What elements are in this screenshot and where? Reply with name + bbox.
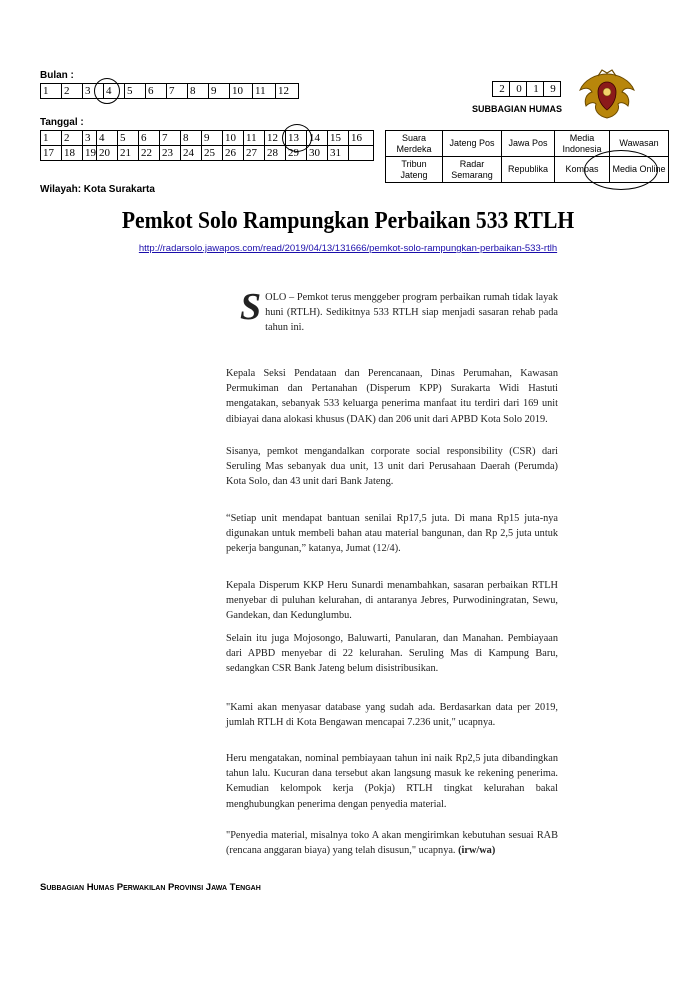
paragraph-8 [226,828,558,858]
date-cell: 12 [265,131,286,146]
month-cell: 1 [41,84,62,99]
paragraph-8-text: "Penyedia material, misalnya toko A akan mengirimkan kebutuhan sesuai RAB (rencana anggaran biaya) yang telah disusun," ucapnya. [226,830,558,857]
date-cell: 10 [223,131,244,146]
garuda-emblem-icon [576,68,638,120]
date-cell: 22 [139,146,160,161]
tanggal-label: Tanggal : [40,117,84,128]
date-selection-circle [282,124,312,152]
footer-label: Subbagian Humas Perwakilan Provinsi Jawa Tengah [40,882,261,893]
date-cell: 25 [202,146,223,161]
wilayah-label: Wilayah: Kota Surakarta [40,184,155,195]
date-cell: 11 [244,131,265,146]
media-cell: Media Indonesia [555,131,610,157]
lead-paragraph [226,286,558,336]
media-cell: Jateng Pos [443,131,502,157]
date-cell: 9 [202,131,223,146]
month-cell: 6 [146,84,167,99]
paragraph-3: “Setiap unit mendapat bantuan senilai Rp17,5 juta. Di mana Rp15 juta-nya digunakan untuk membeli bahan atau material bangunan, dan Rp 2,5 juta untuk pekerja bangunan,” katanya, Jumat (12/4). [226,513,558,555]
article-body [226,286,558,336]
month-cell: 8 [188,84,209,99]
year-digit: 2 [493,82,510,97]
year-digit: 1 [527,82,544,97]
date-cell: 17 [41,146,62,161]
paragraph-7: Heru mengatakan, nominal pembiayaan tahun ini naik Rp2,5 juta dibandingkan tahun lalu. Kucuran dana tersebut akan langsung masuk ke rekening penerima. Kemudian kelompok kerja (Pokja) RTLH tingkat kelurahan bakal menghubungkan penerima dengan penyedia material. [226,753,558,810]
month-cell: 11 [253,84,276,99]
dropcap: S [240,286,262,328]
date-cell: 24 [181,146,202,161]
media-cell: Wawasan [610,131,669,157]
date-cell-selected: 13 [286,131,307,146]
month-grid [40,83,299,99]
month-cell: 5 [125,84,146,99]
media-cell: Republika [502,157,555,183]
date-cell: 14 [307,131,328,146]
date-cell: 8 [181,131,202,146]
media-selection-circle [584,150,658,190]
date-cell: 28 [265,146,286,161]
month-cell: 3 [83,84,104,99]
date-cell: 4 [97,131,118,146]
paragraph-5: Selain itu juga Mojosongo, Baluwarti, Panularan, dan Manahan. Pembiayaan dari APBD menyebar di 22 kelurahan. Seruling Mas di Kampung Baru, sedangkan CSR Bank Jateng belum disistribusikan. [226,633,558,675]
date-cell [349,146,374,161]
date-cell: 21 [118,146,139,161]
year-digit: 9 [544,82,561,97]
byline: (irw/wa) [458,845,496,857]
date-cell: 16 [349,131,374,146]
date-cell: 26 [223,146,244,161]
date-cell: 18 [62,146,83,161]
date-cell: 3 [83,131,97,146]
lead-text: OLO – Pemkot terus menggeber program perbaikan rumah tidak layak huni (RTLH). Sedikitnya 533 RTLH siap menjadi sasaran rehab pada tahun ini. [265,292,558,334]
month-cell: 7 [167,84,188,99]
month-cell: 10 [230,84,253,99]
month-cell: 9 [209,84,230,99]
media-cell: Jawa Pos [502,131,555,157]
date-cell: 1 [41,131,62,146]
date-cell: 31 [328,146,349,161]
year-box [492,81,561,97]
paragraph-1: Kepala Seksi Pendataan dan Perencanaan, Dinas Perumahan, Kawasan Permukiman dan Pertanahan (Disperum KPP) Surakarta Widi Hastuti mengatakan, sebanyak 533 keluarga penerima manfaat itu terdiri dari 169 unit dibiayai dana alokasi khusus (DAK) dan 206 unit dari APBD Kota Solo 2019. [226,368,558,425]
date-cell: 7 [160,131,181,146]
date-cell: 20 [97,146,118,161]
article-title: Pemkot Solo Rampungkan Perbaikan 533 RTLH [121,208,575,234]
month-cell: 12 [276,84,299,99]
date-cell: 30 [307,146,328,161]
bulan-label: Bulan : [40,70,74,81]
article-url-link[interactable]: http://radarsolo.jawapos.com/read/2019/04/13/131666/pemkot-solo-rampungkan-perbaikan-533-rtlh [138,243,558,254]
date-cell: 19 [83,146,97,161]
subbagian-label: SUBBAGIAN HUMAS [472,104,562,114]
paragraph-2: Sisanya, pemkot mengandalkan corporate social responsibility (CSR) dari Seruling Mas sebanyak dua unit, 13 unit dari Perusahaan Daerah (Perumda) Kota Solo, dan 43 unit dari Bank Jateng. [226,446,558,488]
paragraph-6: "Kami akan menyasar database yang sudah ada. Berdasarkan data per 2019, jumlah RTLH di Kota Bengawan mencapai 7.236 unit," ucapnya. [226,702,558,729]
date-cell: 2 [62,131,83,146]
date-cell: 5 [118,131,139,146]
date-cell: 15 [328,131,349,146]
date-cell: 27 [244,146,265,161]
date-cell: 29 [286,146,307,161]
media-cell: Tribun Jateng [386,157,443,183]
paragraph-4: Kepala Disperum KKP Heru Sunardi menambahkan, sasaran perbaikan RTLH menyebar di puluhan kelurahan, di antaranya Jebres, Purwodiningratan, Sewu, Gandekan, dan Kedunglumbu. [226,580,558,622]
date-cell: 23 [160,146,181,161]
month-cell-selected: 4 [104,84,125,99]
media-cell: Kompas [555,157,610,183]
date-cell: 6 [139,131,160,146]
date-grid [40,130,374,161]
year-digit: 0 [510,82,527,97]
month-selection-circle [94,78,120,104]
month-cell: 2 [62,84,83,99]
media-cell: Suara Merdeka [386,131,443,157]
media-cell-selected: Media Online [610,157,669,183]
media-cell: Radar Semarang [443,157,502,183]
